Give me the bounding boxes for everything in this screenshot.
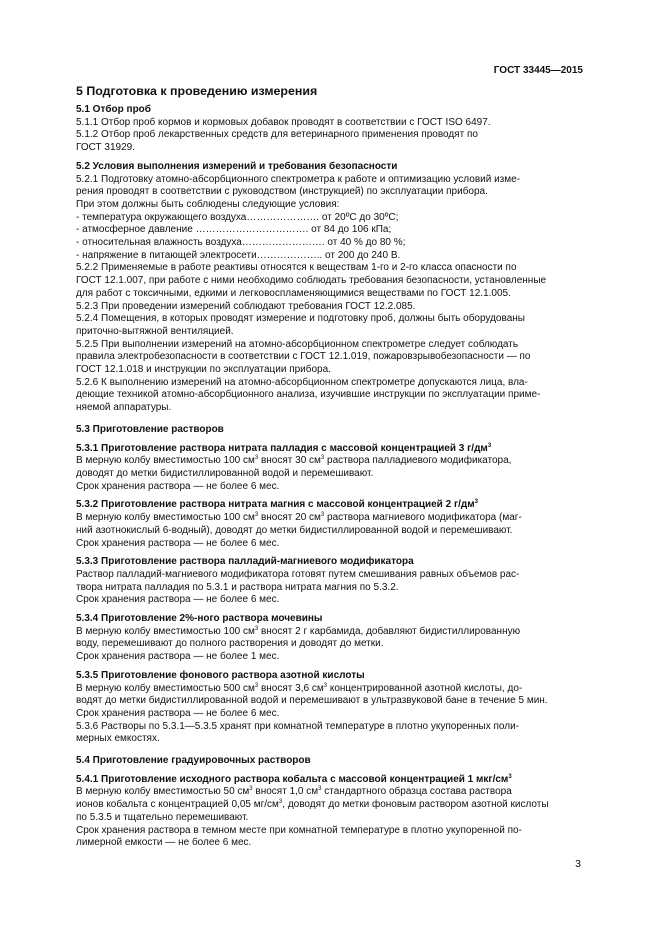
page-number: 3 xyxy=(575,858,581,870)
para-5-2-5: 5.2.5 При выполнении измерений на атомно-абсорбционном спектрометре следует соблюдать правила электробезопасности в соответствии с ГОСТ 12.1.019, пожаровзрывобезопасности — по ГОСТ 12.1.018 и инструкции по эксплуатации прибора. xyxy=(76,338,531,376)
subsection-5-3-3-title: 5.3.3 Приготовление раствора палладий-магниевого модификатора xyxy=(76,556,414,568)
page-content xyxy=(76,84,582,850)
para-5-4-1: В мерную колбу вместимостью 50 $см^3$ вносят 1,0 $см^3$ стандартного образца состава раствора ионов кобальта с концентрацией 0,05 $мг/см^3$, доводят до метки фоновым раствором азотной кислоты по 5.3.5 и тщательно перемешивают. Срок хранения раствора в темном месте при комнатной температуре в плотно укупоренной по- лимерной емкости — не более 6 мес. xyxy=(76,786,549,849)
para-5-2-4: 5.2.4 Помещения, в которых проводят измерение и подготовку проб, должны быть оборудованы приточно-вытяжной вентиляцией. xyxy=(76,313,525,337)
para-5-2-1: 5.2.1 Подготовку атомно-абсорбционного спектрометра к работе и оптимизацию условий изме- рения проводят в соответствии с руководством (инструкцией) по эксплуатации прибора. При этом должны быть соблюдены следующие условия: xyxy=(76,173,521,210)
subsection-5-4-title: 5.4 Приготовление градуировочных растворов xyxy=(76,755,311,767)
subsection-5-3-5-title: 5.3.5 Приготовление фонового раствора азотной кислоты xyxy=(76,669,365,681)
para-5-2-6: 5.2.6 К выполнению измерений на атомно-абсорбционном спектрометре допускаются лица, вла- деющие техникой атомно-абсорбционного анализа, изучившие инструкции по эксплуатации приме- няемой аппаратуры. xyxy=(76,376,541,414)
subsection-5-3-1-title: 5.3.1 Приготовление раствора нитрата палладия с массовой концентрацией 3 $г/дм^3$ xyxy=(76,442,492,454)
para-5-3-3: Раствор палладий-магниевого модификатора готовят путем смешивания равных объемов рас- твора нитрата палладия по 5.3.1 и раствора нитрата магния по 5.3.2. Срок хранения раствора — не более 6 мес. xyxy=(76,568,520,606)
para-5-3-1: В мерную колбу вместимостью 100 $см^3$ вносят 30 $см^3$ раствора палладиевого модификатора, доводят до метки бидистиллированной водой и перемешивают. Срок хранения раствора — не более 6 мес. xyxy=(76,455,512,492)
subsection-5-1-title: 5.1 Отбор проб xyxy=(76,104,151,115)
subsection-5-3-title: 5.3 Приготовление растворов xyxy=(76,423,224,435)
condition-item: - напряжение в питающей электросети……………….. от 200 до 240 В. xyxy=(76,249,401,261)
para-5-3-4: В мерную колбу вместимостью 100 $см^3$ вносят 2 г карбамида, добавляют бидистиллированную воду, перемешивают до полного растворения и доводят до метки. Срок хранения раствора — не более 1 мес. xyxy=(76,625,521,663)
standard-header: ГОСТ 33445—2015 xyxy=(493,65,583,76)
para-5-2-2: 5.2.2 Применяемые в работе реактивы относятся к веществам 1-го и 2-го класса опасности по ГОСТ 12.1.007, при работе с ними необходимо соблюдать требования безопасности, установленные для работ с токсичными, едкими и легковоспламеняющимися веществами по ГОСТ 12.1.005. xyxy=(76,262,547,299)
subsection-5-3-2-title: 5.3.2 Приготовление раствора нитрата магния с массовой концентрацией 2 $г/дм^3$ xyxy=(76,499,478,511)
para-5-2-3: 5.2.3 При проведении измерений соблюдают требования ГОСТ 12.2.085. xyxy=(76,300,416,312)
conditions-list xyxy=(76,212,582,263)
section-title: 5 Подготовка к проведению измерения xyxy=(76,84,318,98)
subsection-5-4-1-title: 5.4.1 Приготовление исходного раствора кобальта с массовой концентрацией 1 мкг/$см^3$ xyxy=(76,773,512,785)
para-5-1-1: 5.1.1 Отбор проб кормов и кормовых добавок проводят в соответствии с ГОСТ ISO 6497. xyxy=(76,116,491,128)
para-5-3-2: В мерную колбу вместимостью 100 $см^3$ вносят 20 $см^3$ раствора магниевого модификатора (маг- ний азотнокислый 6-водный), доводят до метки бидистиллированной водой и перемешивают. Срок хранения раствора — не более 6 мес. xyxy=(76,512,522,549)
condition-item: - атмосферное давление ……………………………. от 84 до 106 кПа; xyxy=(76,224,392,236)
para-5-1-2: 5.1.2 Отбор проб лекарственных средств для ветеринарного применения проводят по ГОСТ 31929. xyxy=(76,129,478,154)
condition-item: - температура окружающего воздуха…………………. от 20ºС до 30ºС; xyxy=(76,211,399,223)
subsection-5-3-4-title: 5.3.4 Приготовление 2%-ного раствора мочевины xyxy=(76,613,323,625)
subsection-5-2-title: 5.2 Условия выполнения измерений и требования безопасности xyxy=(76,160,398,172)
condition-item: - относительная влажность воздуха……………………. от 40 % до 80 %; xyxy=(76,237,406,249)
para-5-3-5: В мерную колбу вместимостью 500 $см^3$ вносят 3,6 $см^3$ концентрированной азотной кислоты, до- водят до метки бидистиллированной водой и перемешивают в ультразвуковой бане в течение 5 мин. Срок хранения раствора — не более 6 мес. 5.3.6 Растворы по 5.3.1—5.3.5 хранят при комнатной температуре в плотно укупоренных поли- мерных емкостях. xyxy=(76,682,548,745)
